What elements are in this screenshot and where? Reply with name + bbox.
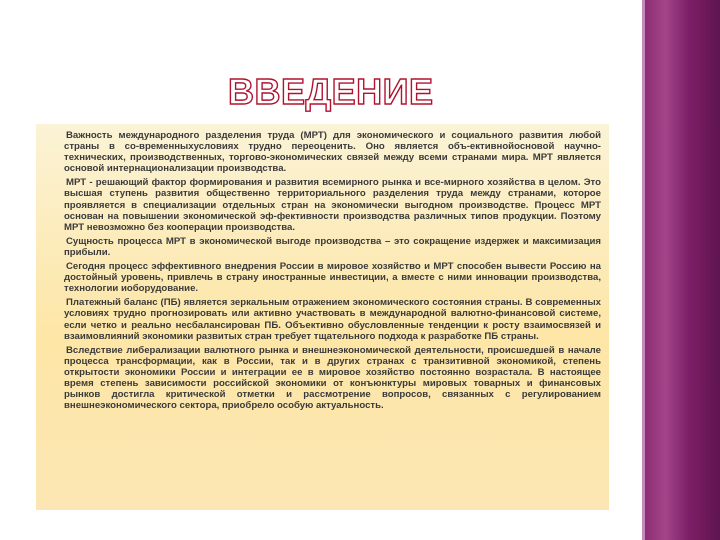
slide-title: ВВЕДЕНИЕ [228, 71, 434, 112]
paragraph-liberalization: Вследствие либерализации валютного рынка и внешнеэкономической деятельности, происшедшей в начале процесса трансформации, как в России, так и в других странах с транзитивной экономикой, степень открытости экономики России и интеграции ее в мировое хозяйство постоянно возрастала. В настоящее время степень зависимости российской экономики от конъюнктуры мировых товарных и финансовых рынков достигла критической отметки и рассмотрение вопросов, связанных с регулированием внешнеэкономического сектора, приобрело особую актуальность. [64, 344, 601, 412]
paragraph-balance-of-payments: Платежный баланс (ПБ) является зеркальным отражением экономического состояния страны. В современных условиях трудно прогнозировать или активно участвовать в международной валютно-финансовой системе, если четко и реально несбалансирован ПБ. Объективно обусловленные тенденции к росту взаимосвязей и взаимовлияний экономики развитых стран требует тщательного подхода к разработке ПБ страны. [64, 297, 601, 342]
paragraph-russia-today: Сегодня процесс эффективного внедрения России в мировое хозяйство и МРТ способен вывести Россию на достойный уровень, привлечь в страну иностранные инвестиции, а вместе с ними инновации производства, технологии иоборудование. [64, 261, 601, 295]
paragraph-mrt-factor: МРТ - решающий фактор формирования и развития всемирного рынка и все-мирного хозяйства в целом. Это высшая ступень развития общественно территориального разделения труда между странами, которое проявляется в специализации отдельных стран на экономически выгодном производстве. Процесс МРТ основан на повышении экономической эф-фективности производства различных типов продукции. Поэтому МРТ невозможно без кооперации производства. [64, 177, 601, 233]
paragraph-importance: Важность международного разделения труда (МРТ) для экономического и социального развития любой страны в со-временныхусловиях трудно переоценить. Оно является объ-ективнойосновой научно-технических, производственных, торгово-экономических связей между всеми странами мира. МРТ является основой интернационализации производства. [64, 130, 601, 175]
text-content-box [36, 124, 609, 510]
side-decorative-band [642, 0, 720, 540]
paragraph-essence: Сущность процесса МРТ в экономической выгоде производства – это сокращение издержек и максимизация прибыли. [64, 235, 601, 258]
